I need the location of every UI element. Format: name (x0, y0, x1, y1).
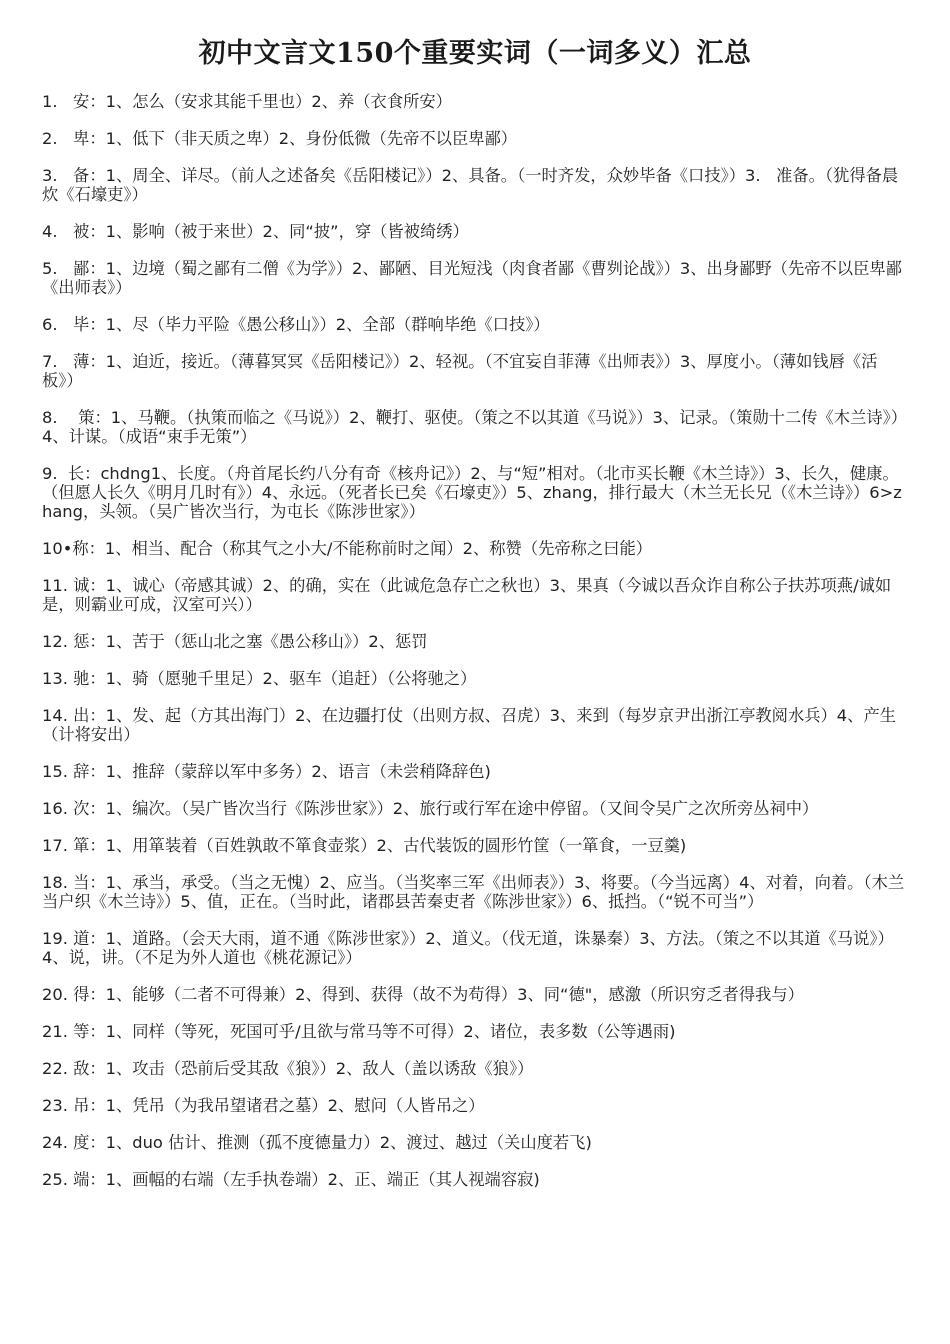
entry-9: 9. 长：chdng1、长度。（舟首尾长约八分有奇《核舟记》）2、与“短”相对。（北市买长鞭《木兰诗》）3、长久，健康。（但愿人长久《明月几时有》）4、永远。（死者长已矣《石壕吏》）5、zhang，排行最大（木兰无长兄（《木兰诗》）6>zhang，头领。（吴广皆次当行，为屯长《陈涉世家》） (42, 464, 902, 521)
entry-17: 17. 箪：1、用箪装着（百姓孰敢不箪食壶浆）2、古代装饭的圆形竹筐（一箪食，一豆羹) (42, 836, 687, 855)
entry-10: 10•称：1、相当、配合（称其气之小大/不能称前时之闻）2、称赞（先帝称之曰能） (42, 539, 653, 558)
entry-16: 16. 次：1、编次。（吴广皆次当行《陈涉世家》）2、旅行或行军在途中停留。（又间令吴广之次所旁丛祠中） (42, 799, 819, 818)
entry-21: 21. 等：1、同样（等死，死国可乎/且欲与常马等不可得）2、诸位，表多数（公等遇雨) (42, 1022, 676, 1041)
entry-15: 15. 辞：1、推辞（蒙辞以军中多务）2、语言（未尝稍降辞色) (42, 762, 491, 781)
entry-24: 24. 度：1、duo 估计、推测（孤不度德量力）2、渡过、越过（关山度若飞) (42, 1133, 592, 1152)
entry-13: 13. 驰：1、骑（愿驰千里足）2、驱车（追赶）（公将驰之） (42, 669, 477, 688)
entry-22: 22. 敌：1、攻击（恐前后受其敌《狼》）2、敌人（盖以诱敌《狼》） (42, 1059, 534, 1078)
entry-4: 4. 被：1、影响（被于来世）2、同“披”，穿（皆被绮绣） (42, 222, 469, 241)
entry-list (42, 92, 908, 1189)
entry-20: 20. 得：1、能够（二者不可得兼）2、得到、获得（故不为苟得）3、同“德"，感激（所识穷乏者得我与） (42, 985, 804, 1004)
entry-23: 23. 吊：1、凭吊（为我吊望诸君之墓）2、慰问（人皆吊之） (42, 1096, 485, 1115)
entry-6: 6. 毕：1、尽（毕力平险《愚公移山》）2、全部（群响毕绝《口技》） (42, 315, 550, 334)
entry-5: 5. 鄙：1、边境（蜀之鄙有二僧《为学》）2、鄙陋、目光短浅（肉食者鄙《曹刿论战》）3、出身鄙野（先帝不以臣卑鄙《出师表》） (42, 259, 902, 297)
entry-11: 11. 诚：1、诚心（帝感其诚）2、的确，实在（此诚危急存亡之秋也）3、果真（今诚以吾众诈自称公子扶苏项燕/诚如是，则霸业可成，汉室可兴）） (42, 576, 892, 614)
entry-19: 19. 道：1、道路。（会天大雨，道不通《陈涉世家》）2、道义。（伐无道，诛暴秦）3、方法。（策之不以其道《马说》）4、说，讲。（不足为外人道也《桃花源记》） (42, 929, 894, 967)
entry-8: 8. 策：1、马鞭。（执策而临之《马说》）2、鞭打、驱使。（策之不以其道《马说》）3、记录。（策勋十二传《木兰诗》）4、计谋。（成语“束手无策”） (42, 408, 908, 446)
entry-18: 18. 当：1、承当，承受。（当之无愧）2、应当。（当奖率三军《出师表》）3、将要。（今当远离）4、对着，向着。（木兰当户织《木兰诗》）5、值，正在。（当时此，诸郡县苦秦吏者《陈涉世家》）6、抵挡。（“锐不可当”） (42, 873, 905, 911)
entry-7: 7. 薄：1、迫近，接近。（薄暮冥冥《岳阳楼记》）2、轻视。（不宜妄自菲薄《出师表》）3、厚度小。（薄如钱唇《活板》） (42, 352, 878, 390)
entry-25: 25. 端：1、画幅的右端（左手执卷端）2、正、端正（其人视端容寂) (42, 1170, 540, 1189)
entry-12: 12. 惩：1、苦于（惩山北之塞《愚公移山》）2、惩罚 (42, 632, 428, 651)
entry-2: 2. 卑：1、低下（非天质之卑）2、身份低微（先帝不以臣卑鄙） (42, 129, 518, 148)
document-title: 初中文言文150个重要实词（一词多义）汇总 (198, 38, 752, 69)
entry-1: 1. 安：1、怎么（安求其能千里也）2、养（衣食所安） (42, 92, 452, 111)
entry-14: 14. 出：1、发、起（方其出海门）2、在边疆打仗（出则方叔、召虎）3、来到（每岁京尹出浙江亭教阅水兵）4、产生（计将安出） (42, 706, 897, 744)
entry-3: 3. 备：1、周全、详尽。（前人之述备矣《岳阳楼记》）2、具备。（一时齐发，众妙毕备《口技》）3. 准备。（犹得备晨炊《石壕吏》） (42, 166, 899, 204)
